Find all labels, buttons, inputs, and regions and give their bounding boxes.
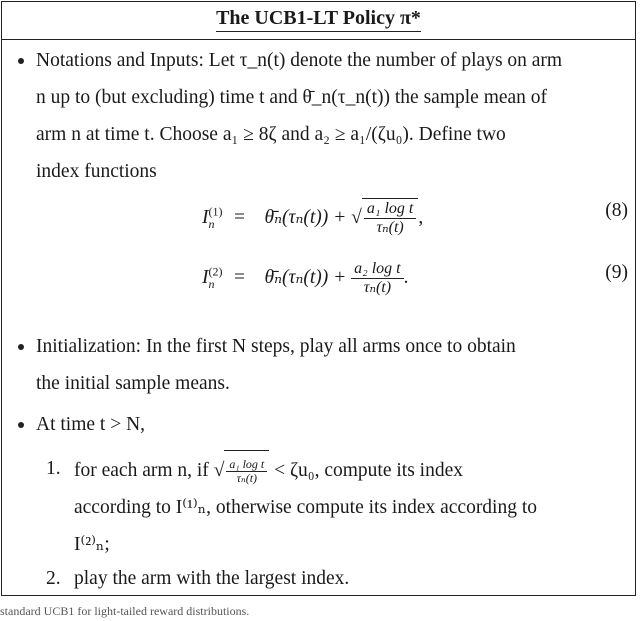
eq-frac-den: τₙ(t): [376, 219, 404, 236]
sqrt-sign: [224, 450, 269, 489]
eq-rhs: θ̄ₙ(τₙ(t)) +: [264, 206, 347, 228]
eq-sup: (1): [208, 204, 223, 219]
bullet-notations: [36, 42, 622, 190]
eq-frac-num: a₁ log t: [364, 200, 416, 219]
step-text: according to I⁽¹⁾ₙ, otherwise compute its index according to: [74, 497, 538, 518]
eq-sub: n: [208, 276, 215, 291]
eq-sup: (2): [208, 264, 223, 279]
eq-rel: =: [234, 266, 245, 288]
eq-rel: =: [234, 206, 245, 228]
cond-frac-den: τₙ(t): [236, 471, 258, 486]
eq-sub: n: [208, 216, 215, 231]
step-text: < ζu₀, compute its index: [274, 460, 463, 481]
bullet-initialization: [36, 328, 622, 402]
bullet-lead: At time t > N,: [36, 414, 146, 435]
step-text: I⁽²⁾ₙ;: [74, 534, 110, 555]
equation-9: [2, 250, 636, 300]
bullet-lead: Notations and Inputs:: [36, 50, 204, 71]
bullet-dot: [18, 344, 24, 350]
equation-body: [202, 260, 409, 297]
step-number: 1.: [46, 458, 61, 479]
equation-number: (9): [605, 262, 628, 283]
equation-number: (8): [605, 200, 628, 221]
step-text: for each arm n, if: [74, 460, 209, 481]
sqrt-sign: [362, 198, 418, 237]
step-text: play the arm with the largest index.: [74, 568, 350, 589]
eq-rhs: θ̄ₙ(τₙ(t)) +: [264, 266, 347, 288]
bullet-text: In the first N steps, play all arms once to obtain: [145, 336, 516, 357]
caption-fragment: standard UCB1 for light-tailed reward distributions.: [0, 604, 250, 618]
step-1: 1. for each arm n, if √ $\frac{\text{a₁ log t}}{\text{τₙ(t)}}$ < ζu₀, compute its index according to I⁽¹⁾ₙ, otherwise compute its index according to I⁽²⁾ₙ;: [74, 450, 636, 563]
bullet-text: the initial sample means.: [36, 373, 230, 394]
eq-frac-num: a₂ log t: [351, 260, 403, 279]
eq-fraction: [351, 260, 403, 297]
step-number: 2.: [46, 568, 61, 589]
eq-lhs: I: [202, 266, 209, 288]
bullet-dot: [18, 422, 24, 428]
policy-box: [1, 1, 636, 596]
eq-fraction: [364, 200, 416, 237]
bullet-text: index functions: [36, 161, 157, 182]
policy-title: The UCB1-LT Policy π*: [216, 6, 421, 32]
bullet-lead: Initialization:: [36, 336, 142, 357]
eq-tail: ,: [418, 206, 424, 228]
cond-fraction: [226, 458, 267, 485]
bullet-dot: [18, 58, 24, 64]
bullet-at-time: [36, 406, 622, 443]
eq-lhs: I: [202, 206, 209, 228]
bullet-text: Let τ_n(t) denote the number of plays on arm: [208, 50, 563, 71]
cond-frac-num: a₁ log t: [226, 458, 267, 472]
step-2: [46, 560, 636, 597]
eq-frac-den: τₙ(t): [363, 279, 392, 296]
title-row: [2, 2, 635, 40]
equation-8: [2, 188, 636, 238]
equation-body: $I^{(1)}_n$ = θ̄ₙ(τₙ(t)) + √ $\frac{\text{a₁ log t}}{\text{τₙ(t)}}$ ,: [202, 200, 424, 236]
eq-tail: .: [403, 266, 409, 288]
bullet-text: n up to (but excluding) time t and θ̄_n(τ_n(t)) the sample mean of: [36, 87, 548, 108]
bullet-text: arm n at time t. Choose a₁ ≥ 8ζ and a₂ ≥ a₁/(ζu₀). Define two: [36, 124, 506, 145]
